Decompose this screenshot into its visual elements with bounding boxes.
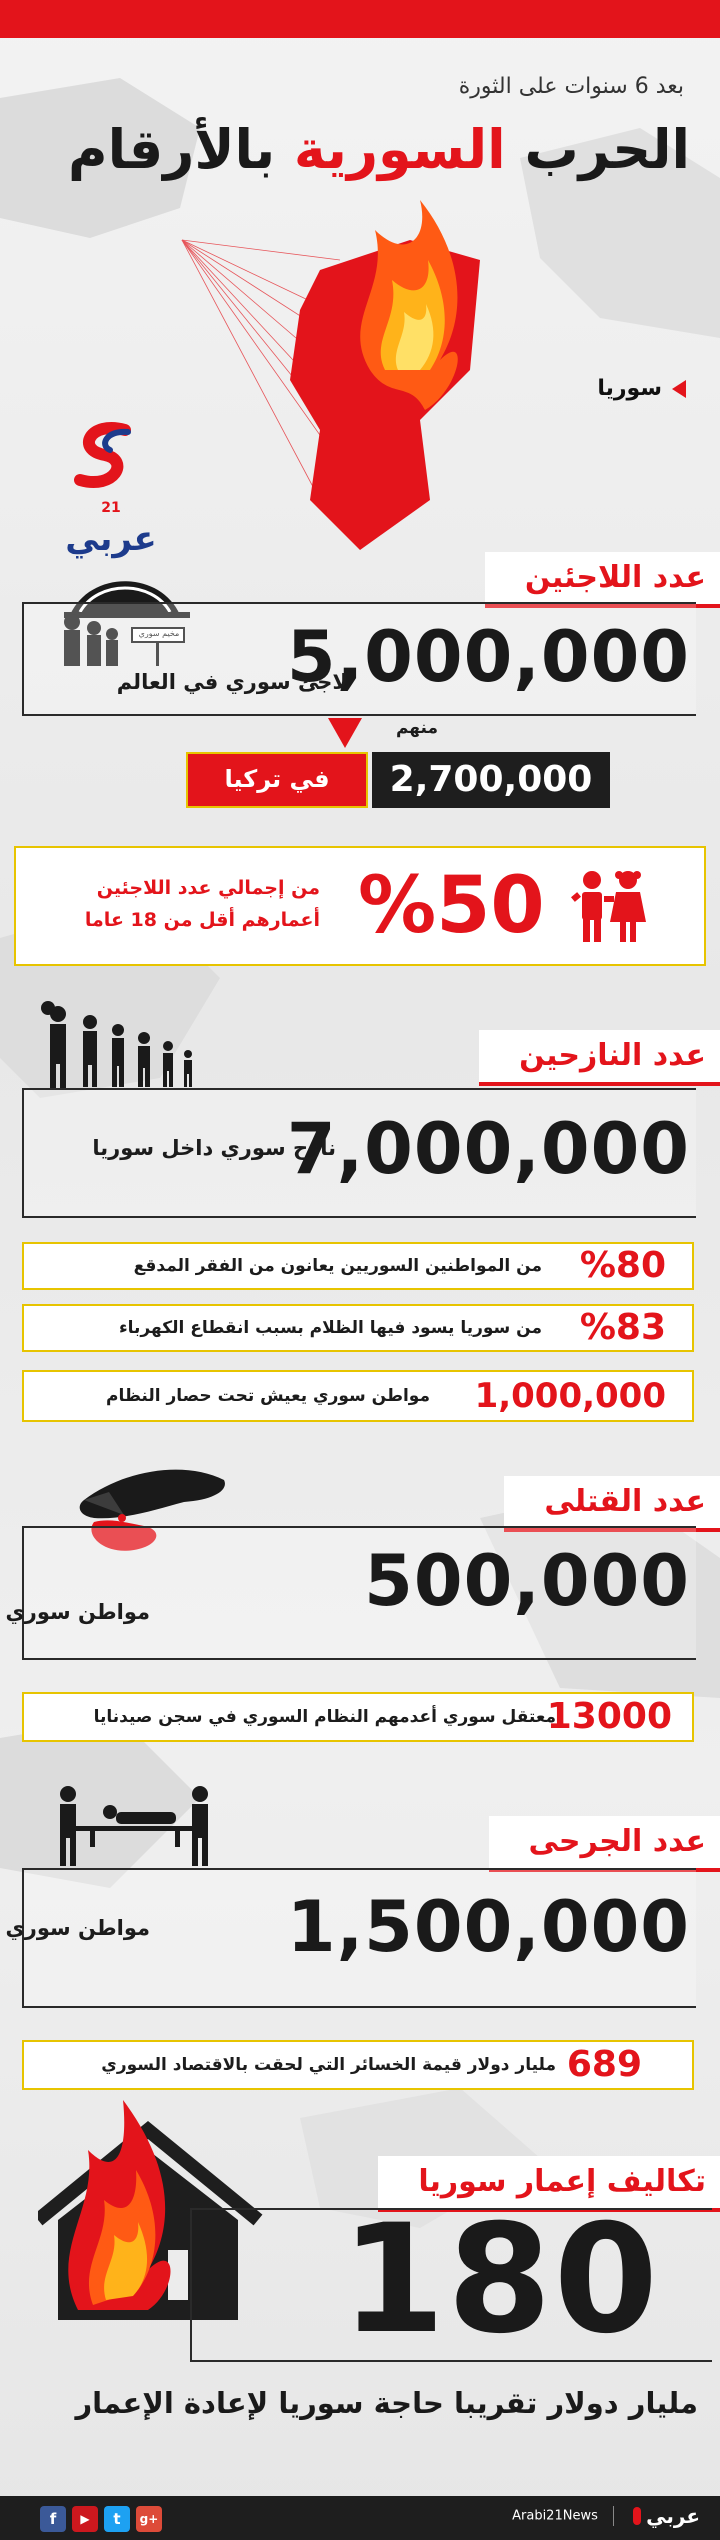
- stat-num-economy: 689: [566, 2044, 642, 2085]
- map-label-pointer-icon: [672, 380, 686, 398]
- stat-row-economy: [22, 2040, 694, 2090]
- footer-logo-mark-icon: [633, 2507, 641, 2525]
- stat-num-electricity: %83: [579, 1307, 666, 1348]
- of-them-label: منهم: [395, 718, 438, 738]
- stat-text-poverty: من المواطنين السوريين يعانون من الفقر المدقع: [133, 1256, 542, 1276]
- children-icon: [570, 866, 650, 946]
- section-title-refugees: عدد اللاجئين: [485, 552, 720, 608]
- refugees-count: 5,000,000: [286, 616, 690, 698]
- map-label-syria: سوريا: [597, 376, 662, 401]
- section-title-wounded: عدد الجرحى: [489, 1816, 720, 1872]
- top-red-strip: [0, 0, 720, 38]
- section-title-displaced: عدد النازحين: [479, 1030, 720, 1086]
- wounded-count: 1,500,000: [286, 1886, 690, 1968]
- syria-map-flame-icon: [170, 200, 500, 560]
- twitter-icon[interactable]: t: [104, 2506, 130, 2532]
- footer-divider: [613, 2506, 614, 2526]
- section-title-killed: عدد القتلى: [504, 1476, 720, 1532]
- turkey-label-box: [186, 752, 368, 808]
- turkey-count-box: [372, 752, 610, 808]
- reconstruction-caption: مليار دولار تقريبا حاجة سوريا لإعادة الإعمار: [75, 2386, 698, 2420]
- turkey-label: في تركيا: [224, 765, 330, 793]
- title-word-numbers: بالأرقام: [68, 118, 276, 181]
- stat-text-economy: مليار دولار قيمة الخسائر التي لحقت بالاقتصاد السوري: [101, 2055, 556, 2075]
- header-subtitle: بعد 6 سنوات على الثورة: [458, 74, 684, 99]
- logo-name: عربي: [65, 519, 157, 559]
- logo-number: 21: [101, 500, 121, 516]
- stat-num-saydnaya: 13000: [546, 1696, 672, 1737]
- stretcher-icon: [50, 1782, 220, 1872]
- displaced-count: 7,000,000: [286, 1108, 690, 1190]
- footer-brand: [512, 2504, 700, 2528]
- killed-count-label: مواطن سوري: [5, 1600, 150, 1624]
- killed-count: 500,000: [364, 1540, 690, 1622]
- displaced-count-label: نازح سوري داخل سوريا: [92, 1136, 336, 1160]
- stat-num-poverty: %80: [579, 1245, 666, 1286]
- stat-text-electricity: من سوريا يسود فيها الظلام بسبب انقطاع الكهرباء: [118, 1318, 542, 1338]
- stat-text-siege: مواطن سوري يعيش تحت حصار النظام: [106, 1386, 430, 1406]
- displaced-people-icon: [40, 1000, 200, 1090]
- turkey-pointer-icon: [328, 718, 362, 748]
- header-title: [68, 118, 690, 182]
- youtube-icon[interactable]: ▶: [72, 2506, 98, 2532]
- wounded-count-label: مواطن سوري: [5, 1916, 150, 1940]
- refugees-count-label: لاجئ سوري في العالم: [116, 670, 348, 694]
- facebook-icon[interactable]: f: [40, 2506, 66, 2532]
- stat-row-poverty: [22, 1242, 694, 1290]
- stat-num-siege: 1,000,000: [474, 1376, 666, 1416]
- google-plus-icon[interactable]: g+: [136, 2506, 162, 2532]
- children-line1: من إجمالي عدد اللاجئين: [96, 877, 320, 899]
- title-word-syrian: السورية: [293, 118, 506, 181]
- camp-sign-text: مخيم سوري: [138, 629, 180, 638]
- footer-brand-ar: عربي: [646, 2504, 700, 2528]
- section-title-reconstruction: تكاليف إعمار سوريا: [378, 2156, 720, 2212]
- stat-text-saydnaya: معتقل سوري أعدمهم النظام السوري في سجن صيدنايا: [93, 1707, 556, 1727]
- title-word-war: الحرب: [524, 118, 690, 181]
- children-line2: أعمارهم أقل من 18 عاما: [84, 909, 320, 931]
- stat-row-saydnaya: [22, 1692, 694, 1742]
- reconstruction-value: 180: [340, 2193, 660, 2367]
- children-text: [85, 872, 320, 936]
- footer-bar: [0, 2496, 720, 2540]
- stat-row-siege: [22, 1370, 694, 1422]
- footer-brand-en: Arabi21News: [512, 2508, 598, 2524]
- turkey-count: 2,700,000: [389, 759, 593, 800]
- children-percent: %50: [358, 861, 545, 951]
- stat-row-electricity: [22, 1304, 694, 1352]
- arabi21-logo-icon: [70, 420, 140, 490]
- logo-text: [56, 500, 166, 559]
